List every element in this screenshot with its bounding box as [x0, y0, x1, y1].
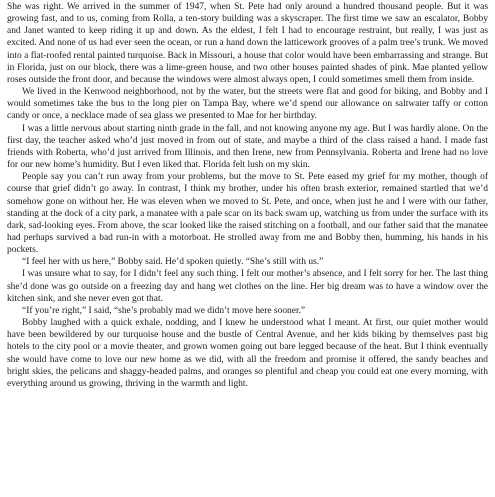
paragraph: “If you’re right,” I said, “she’s probably mad we didn’t move here sooner.” [22, 305, 306, 316]
paragraph: I was a little nervous about starting ninth grade in the fall, and not knowing anyone my age. But I was hardly alone. On the first day, the teacher asked who’d just moved in from out of state, and maybe a third of the class raised a hand. I made fast friends with Roberta, who’d just arrived from Illinois, and then Irene, new from Pennsylvania. Roberta and Irene had no love for our new home’s humidity. But I even liked that. Florida felt lush on my skin. [7, 123, 488, 171]
paragraph: Bobby laughed with a quick exhale, nodding, and I knew he understood what I meant. At first, our quiet mother would have been bewildered by our turquoise house and the bustle of Central Avenue, and her kids biking by themselves past big hotels to the city pool or a movie theater, and grown women going out bare legged because of the heat. But I think eventually she would have come to love our new home as we did, with all the freedom and promise it offered, the sandy beaches and bright skies, the pelicans and shaggy-headed palms, and oranges so plentiful and cheap you could eat one every morning, with everything around us growing, thriving in the warmth and light. [7, 318, 488, 389]
paragraph: I was unsure what to say, for I didn’t feel any such thing. I felt our mother’s absence, and I felt sorry for her. The last thing she’d done was go outside on a freezing day and hang wet clothes on the line. Her big dream was to have a window over the kitchen sink, and she never even got that. [7, 269, 488, 304]
paragraph: People say you can’t run away from your problems, but the move to St. Pete eased my grief for my mother, though of course that grief didn’t go away. In contrast, I think my brother, under his often brash exterior, remained startled that we’d somehow gone on without her. He was eleven when we moved to St. Pete, and once, when just he and I were with our father, standing at the dock of a city park, a manatee with a pale scar on its back swam up, watching us from under the surface with its dark, sad-looking eyes. From above, the scar looked like the raised stitching on a football, and our father said that the manatee had perhaps survived a bad run-in with a motorboat. He strolled away from me and Bobby then, humming, his hands in his pockets. [7, 172, 488, 256]
paragraph: “I feel her with us here,” Bobby said. He’d spoken quietly. “She’s still with us.” [22, 257, 324, 268]
paragraph: She was right. We arrived in the summer of 1947, when St. Pete had only around a hundred thousand people. But it was growing fast, and to us, coming from Rolla, a ten-story building was a skyscraper. The first time we saw an escalator, Bobby and Janet wanted to keep riding it up and down. As the eldest, I felt I had to encourage restraint, but really, I was just as excited. And none of us had ever seen the ocean, or run a hand down the latticework grooves of a palm tree’s trunk. We moved into a flat-roofed rental painted turquoise. Back in Missouri, a house that color would have been embarrassing and strange. But in Florida, just on our block, there was a lime-green house, and two other houses painted shades of pink. Mae planted yellow roses outside the front door, and because the windows were almost always open, I could sometimes smell them from inside. [7, 2, 488, 85]
paragraph: We lived in the Kenwood neighborhood, not by the water, but the streets were flat and good for biking, and Bobby and I would sometimes take the bus to the long pier on Tampa Bay, where we’d spend our allowance on saltwater taffy or cotton candy or once, a necklace made of sea glass we presented to Mae for her birthday. [7, 87, 488, 122]
